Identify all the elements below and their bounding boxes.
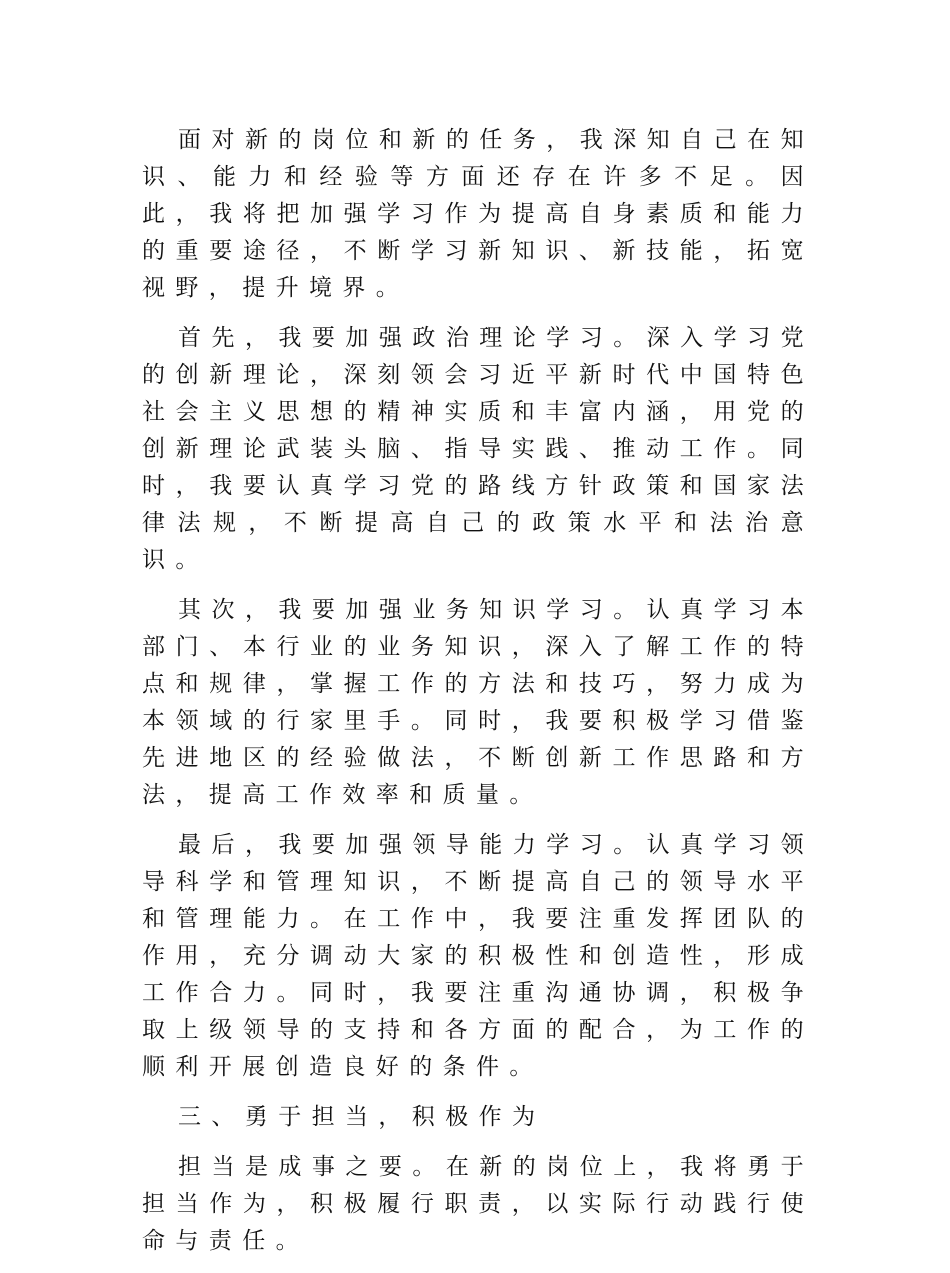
document-page <box>142 122 814 1273</box>
paragraph-political-theory: 首先，我要加强政治理论学习。深入学习党的创新理论，深刻领会习近平新时代中国特色社会主义思想的精神实质和丰富内涵，用党的创新理论武装头脑、指导实践、推动工作。同时，我要认真学习党的路线方针政策和国家法律法规，不断提高自己的政策水平和法治意识。 <box>142 325 814 573</box>
paragraph-leadership: 最后，我要加强领导能力学习。认真学习领导科学和管理知识，不断提高自己的领导水平和管理能力。在工作中，我要注重发挥团队的作用，充分调动大家的积极性和创造性，形成工作合力。同时，我要注重沟通协调，积极争取上级领导的支持和各方面的配合，为工作的顺利开展创造良好的条件。 <box>142 832 814 1080</box>
section-heading-three: 三、勇于担当，积极作为 <box>178 1104 546 1130</box>
paragraph-business-knowledge: 其次，我要加强业务知识学习。认真学习本部门、本行业的业务知识，深入了解工作的特点和规律，掌握工作的方法和技巧，努力成为本领域的行家里手。同时，我要积极学习借鉴先进地区的经验做法，不断创新工作思路和方法，提高工作效率和质量。 <box>142 597 814 808</box>
paragraph-learning-intro: 面对新的岗位和新的任务，我深知自己在知识、能力和经验等方面还存在许多不足。因此，我将把加强学习作为提高自身素质和能力的重要途径，不断学习新知识、新技能，拓宽视野，提升境界。 <box>142 127 814 301</box>
paragraph-responsibility: 担当是成事之要。在新的岗位上，我将勇于担当作为，积极履行职责，以实际行动践行使命与责任。 <box>142 1154 814 1254</box>
